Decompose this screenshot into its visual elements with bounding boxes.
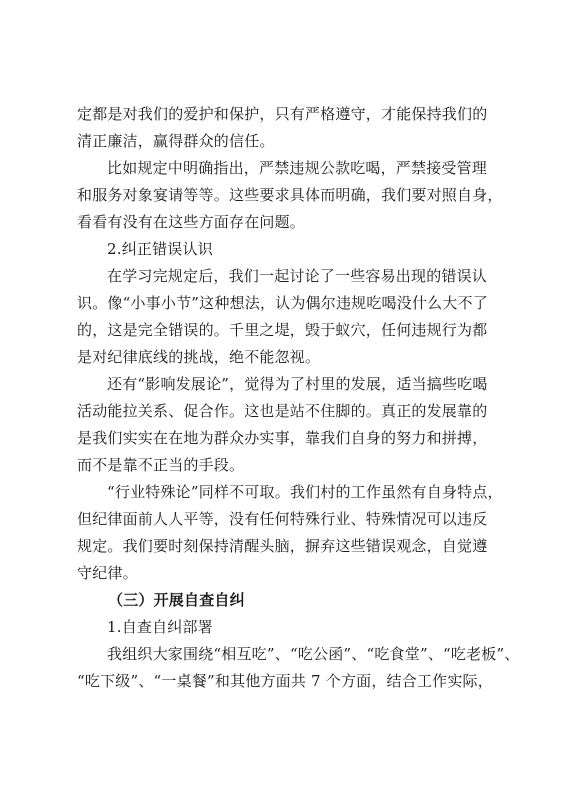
paragraph-line: 是我们实实在在地为群众办实事，靠我们自身的努力和拼搏， [77, 429, 488, 447]
paragraph-line: 规定。我们要时刻保持清醒头脑，摒弃这些错误观念，自觉遵 [77, 537, 488, 555]
paragraph-line: 比如规定中明确指出，严禁违规公款吃喝，严禁接受管理 [107, 159, 488, 177]
subsection-heading: 1.自查自纠部署 [107, 618, 213, 636]
section-heading-bold: （三）开展自查自纠 [108, 591, 245, 609]
paragraph-line: 定都是对我们的爱护和保护，只有严格遵守，才能保持我们的 [77, 105, 488, 123]
paragraph-line: 清正廉洁，赢得群众的信任。 [77, 132, 275, 150]
section-heading: 2.纠正错误认识 [107, 240, 213, 258]
paragraph-line: “吃下级”、“一桌餐”和其他方面共 7 个方面，结合工作实际， [77, 672, 493, 690]
paragraph-line: 看看有没有在这些方面存在问题。 [77, 213, 306, 231]
paragraph-line: “行业特殊论”同样不可取。我们村的工作虽然有自身特点， [107, 483, 503, 501]
paragraph-line: 但纪律面前人人平等，没有任何特殊行业、特殊情况可以违反 [77, 510, 488, 528]
paragraph-line: 而不是靠不正当的手段。 [77, 456, 245, 474]
paragraph-line: 活动能拉关系、促合作。这也是站不住脚的。真正的发展靠的 [77, 402, 488, 420]
paragraph-line: 和服务对象宴请等等。这些要求具体而明确，我们要对照自身， [77, 186, 503, 204]
paragraph-line: 在学习完规定后，我们一起讨论了一些容易出现的错误认 [107, 267, 488, 285]
paragraph-line: 识。像“小事小节”这种想法，认为偶尔违规吃喝没什么大不了 [77, 294, 488, 312]
paragraph-line: 还有“影响发展论”，觉得为了村里的发展，适当搞些吃喝 [107, 375, 488, 393]
paragraph-line: 守纪律。 [77, 564, 138, 582]
paragraph-line: 是对纪律底线的挑战，绝不能忽视。 [77, 348, 321, 366]
paragraph-line: 我组织大家围绕“相互吃”、“吃公函”、“吃食堂”、“吃老板”、 [107, 645, 520, 663]
paragraph-line: 的，这是完全错误的。千里之堤，毁于蚁穴，任何违规行为都 [77, 321, 488, 339]
